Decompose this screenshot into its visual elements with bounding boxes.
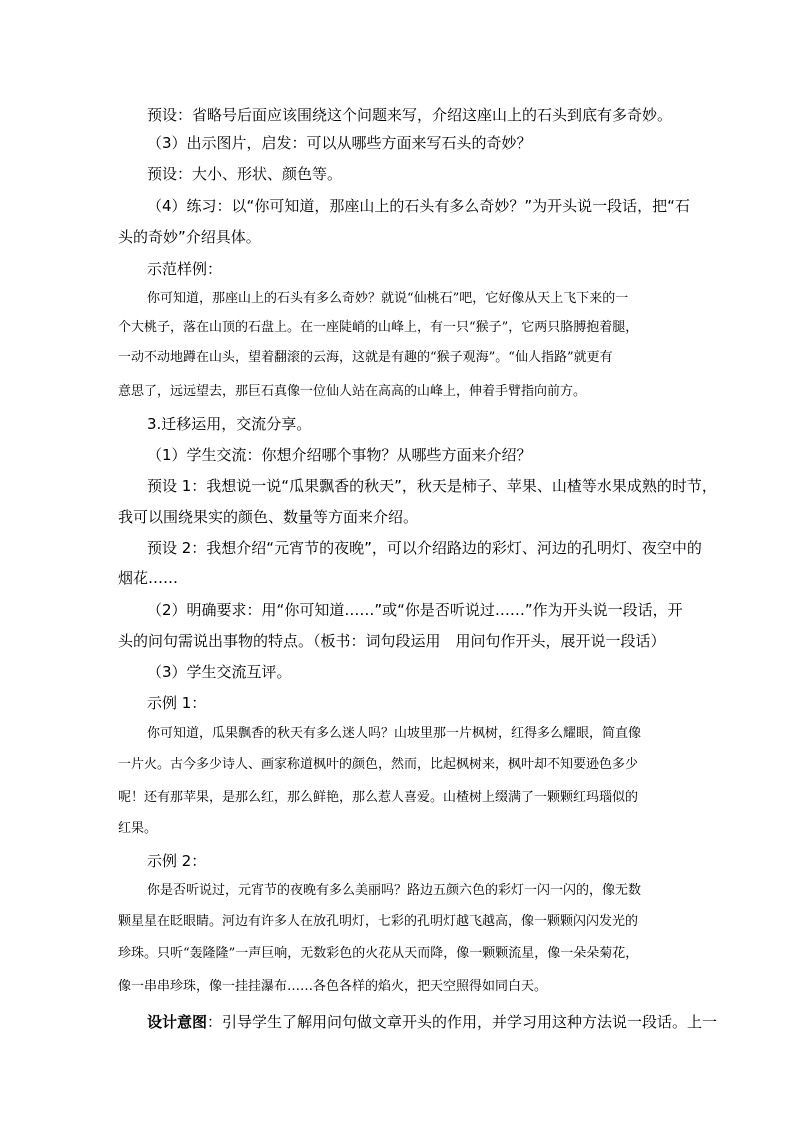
- example-2-heading: 示例 2：: [147, 852, 207, 870]
- step-3-line: （3）出示图片，启发：可以从哪些方面来写石头的奇妙？: [147, 134, 532, 152]
- example-paragraph-line: 你可知道，瓜果飘香的秋天有多么迷人吗？山坡里那一片枫树，红得多么耀眼，简直像: [147, 726, 642, 741]
- step-1-line: （1）学生交流：你想介绍哪个事物？从哪些方面来介绍？: [147, 446, 532, 464]
- sample-paragraph-line: 你可知道，那座山上的石头有多么奇妙？就说“仙桃石”吧，它好像从天上飞下来的一: [147, 291, 629, 306]
- step-2-line: （2）明确要求：用“你可知道……”或“你是否听说过……”作为开头说一段话，开: [147, 601, 683, 619]
- section-heading: 3.迁移运用，交流分享。: [147, 415, 312, 433]
- sample-paragraph-line: 一动不动地蹲在山头，望着翻滚的云海，这就是有趣的“猴子观海”。“仙人指路”就更有: [118, 350, 613, 365]
- sample-heading: 示范样例：: [147, 260, 223, 278]
- step-4-line: （4）练习：以“你可知道，那座山上的石头有多么奇妙？”为开头说一段话，把“石: [147, 197, 690, 215]
- preset-2-line: 预设 2：我想介绍“元宵节的夜晚”，可以介绍路边的彩灯、河边的孔明灯、夜空中的: [147, 539, 702, 557]
- example-paragraph-line: 颗星星在眨眼睛。河边有许多人在放孔明灯，七彩的孔明灯越飞越高，像一颗颗闪闪发光的: [118, 914, 639, 929]
- example-paragraph-line: 一片火。古今多少诗人、画家称道枫叶的颜色，然而，比起枫树来，枫叶却不知要逊色多少: [118, 757, 639, 772]
- example-paragraph-line: 你是否听说过，元宵节的夜晚有多么美丽吗？路边五颜六色的彩灯一闪一闪的，像无数: [147, 883, 642, 898]
- design-intent-text: ：引导学生了解用问句做文章开头的作用，并学习用这种方法说一段话。上一: [207, 1013, 718, 1031]
- example-paragraph-line: 红果。: [118, 821, 158, 836]
- sample-paragraph-line: 个大桃子，落在山顶的石盘上。在一座陡峭的山峰上，有一只“猴子”，它两只胳膊抱着腿，: [118, 320, 639, 335]
- step-4-line-cont: 头的奇妙”介绍具体。: [118, 228, 261, 246]
- preset-line: 预设：省略号后面应该围绕这个问题来写，介绍这座山上的石头到底有多奇妙。: [147, 106, 673, 124]
- design-intent-line: [147, 1011, 717, 1033]
- example-paragraph-line: 像一串串珍珠，像一挂挂瀑布……各色各样的焰火，把天空照得如同白天。: [118, 979, 548, 994]
- step-2-line-cont: 头的问句需说出事物的特点。（板书：词句段运用 用问句作开头，展开说一段话）: [118, 632, 666, 650]
- preset-1-line-cont: 我可以围绕果实的颜色、数量等方面来介绍。: [118, 508, 419, 526]
- preset-1-line: 预设 1：我想说一说“瓜果飘香的秋天”，秋天是柿子、苹果、山楂等水果成熟的时节，: [147, 477, 717, 495]
- preset-2-line-cont: 烟花……: [118, 569, 179, 587]
- example-paragraph-line: 呢！还有那苹果，是那么红，那么鲜艳，那么惹人喜爱。山楂树上缀满了一颗颗红玛瑙似的: [118, 790, 639, 805]
- design-intent-label: 设计意图: [147, 1013, 208, 1031]
- step-3-line: （3）学生交流互评。: [147, 663, 292, 681]
- preset-line: 预设：大小、形状、颜色等。: [147, 165, 343, 183]
- sample-paragraph-line: 意思了，远远望去，那巨石真像一位仙人站在高高的山峰上，伸着手臂指向前方。: [118, 384, 587, 399]
- example-1-heading: 示例 1：: [147, 694, 207, 712]
- example-paragraph-line: 珍珠。只听“轰隆隆”一声巨响，无数彩色的火花从天而降，像一颗颗流星，像一朵朵菊花，: [118, 946, 639, 961]
